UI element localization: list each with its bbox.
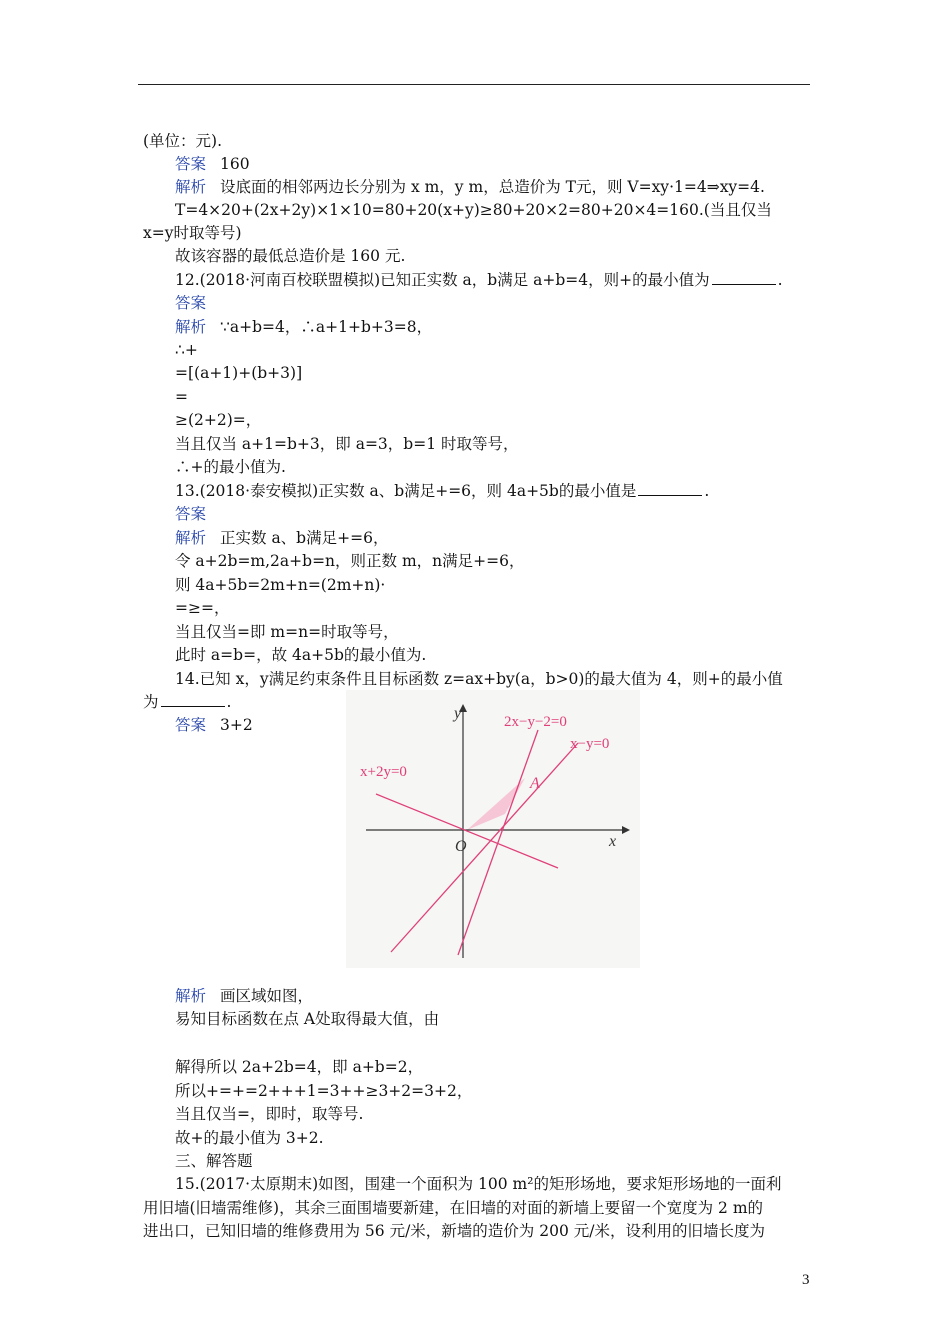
feasible-region-figure <box>346 690 640 968</box>
line-2x-minus-y-minus-2 <box>458 730 538 955</box>
text-line: 用旧墙(旧墙需维修)，其余三面围墙要新建，在旧墙的对面的新墙上要留一个宽度为 2 m的 <box>143 1199 764 1217</box>
line1-label: 2x−y−2=0 <box>504 714 567 730</box>
text-line: 当且仅当=，即时，取等号. <box>175 1105 364 1123</box>
x-axis-label: x <box>609 833 617 850</box>
page-number: 3 <box>802 1272 810 1288</box>
x-axis-arrow <box>622 826 630 834</box>
text-line: =≥=， <box>175 599 230 617</box>
text-line: 令 a+2b=m,2a+b=n，则正数 m，n满足+=6， <box>175 552 525 570</box>
question-14: 14.已知 x，y满足约束条件且目标函数 z=ax+by(a，b>0)的最大值为 4，则+的最小值 <box>175 670 783 688</box>
coordinate-plane <box>346 690 640 968</box>
text-line: 故该容器的最低总造价是 160 元. <box>175 247 406 265</box>
analysis-tag: 解析 <box>175 318 207 336</box>
answer-tag: 答案 <box>175 155 207 173</box>
feasible-region <box>467 778 525 830</box>
text-line <box>175 292 220 314</box>
text-line: 为 . <box>143 693 232 711</box>
text-line: 易知目标函数在点 A处取得最大值，由 <box>175 1010 440 1028</box>
analysis-tag: 解析 <box>175 178 207 196</box>
y-axis-label: y <box>454 705 462 722</box>
section-heading: 三、解答题 <box>175 1152 253 1170</box>
question-12: 12.(2018·河南百校联盟模拟)已知正实数 a，b满足 a+b=4，则+的最小值为 . <box>175 271 783 289</box>
text-line: 进出口，已知旧墙的维修费用为 56 元/米，新墙的造价为 200 元/米，设利用的旧墙长度为 <box>143 1222 765 1240</box>
text-line: ≥(2+2)=， <box>175 411 262 429</box>
text-line: 解析 ∵a+b=4，∴a+1+b+3=8， <box>175 318 433 336</box>
question-13: 13.(2018·泰安模拟)正实数 a、b满足+=6，则 4a+5b的最小值是 . <box>175 482 710 500</box>
text-line: 所以+=+=2+++1=3++≥3+2=3+2， <box>175 1082 473 1100</box>
line3-label: x+2y=0 <box>360 764 407 780</box>
text-line: 解析 正实数 a、b满足+=6， <box>175 529 389 547</box>
question-15: 15.(2017·太原期末)如图，围建一个面积为 100 m²的矩形场地，要求矩形场地的一面利 <box>175 1175 782 1193</box>
text-line: 则 4a+5b=2m+n=(2m+n)· <box>175 576 386 594</box>
text-line: 当且仅当=即 m=n=时取等号， <box>175 623 399 641</box>
line-x-plus-2y <box>376 794 558 868</box>
analysis-tag: 解析 <box>175 529 207 547</box>
answer-tag: 答案 <box>175 716 207 734</box>
text-line: 答案 160 <box>175 155 250 173</box>
analysis-tag: 解析 <box>175 987 207 1005</box>
text-line: =[(a+1)+(b+3)] <box>175 364 303 382</box>
origin-label: O <box>455 838 467 855</box>
text-line: x=y时取等号) <box>143 224 242 242</box>
text-line: (单位：元). <box>143 132 223 150</box>
text-line: 故+的最小值为 3+2. <box>175 1129 324 1147</box>
text-line: 答案 3+2 <box>175 716 253 734</box>
text-line <box>175 503 220 525</box>
answer-blank <box>638 481 702 496</box>
line2-label: x−y=0 <box>570 736 610 752</box>
header-rule <box>138 84 810 85</box>
answer-tag: 答案 <box>175 294 207 312</box>
text-line: 当且仅当 a+1=b+3，即 a=3，b=1 时取等号， <box>175 435 519 453</box>
point-a-label: A <box>530 775 540 792</box>
answer-blank <box>161 692 225 707</box>
text-line: 此时 a=b=，故 4a+5b的最小值为. <box>175 646 427 664</box>
text-line: 解析 设底面的相邻两边长分别为 x m，y m，总造价为 T元，则 V=xy·1=4⇒xy=4. <box>175 178 765 196</box>
answer-blank <box>712 270 776 285</box>
text-line: 解得所以 2a+2b=4，即 a+b=2， <box>175 1058 424 1076</box>
text-line: T=4×20+(2x+2y)×1×10=80+20(x+y)≥80+20×2=80+20×4=160.(当且仅当 <box>175 201 772 219</box>
text-line: ∴+ <box>175 341 198 359</box>
text-line: ∴+的最小值为. <box>175 458 286 476</box>
text-line: = <box>175 388 188 406</box>
line-x-minus-y <box>391 743 578 952</box>
text-line: 解析 画区域如图， <box>175 987 314 1005</box>
answer-tag: 答案 <box>175 505 207 523</box>
